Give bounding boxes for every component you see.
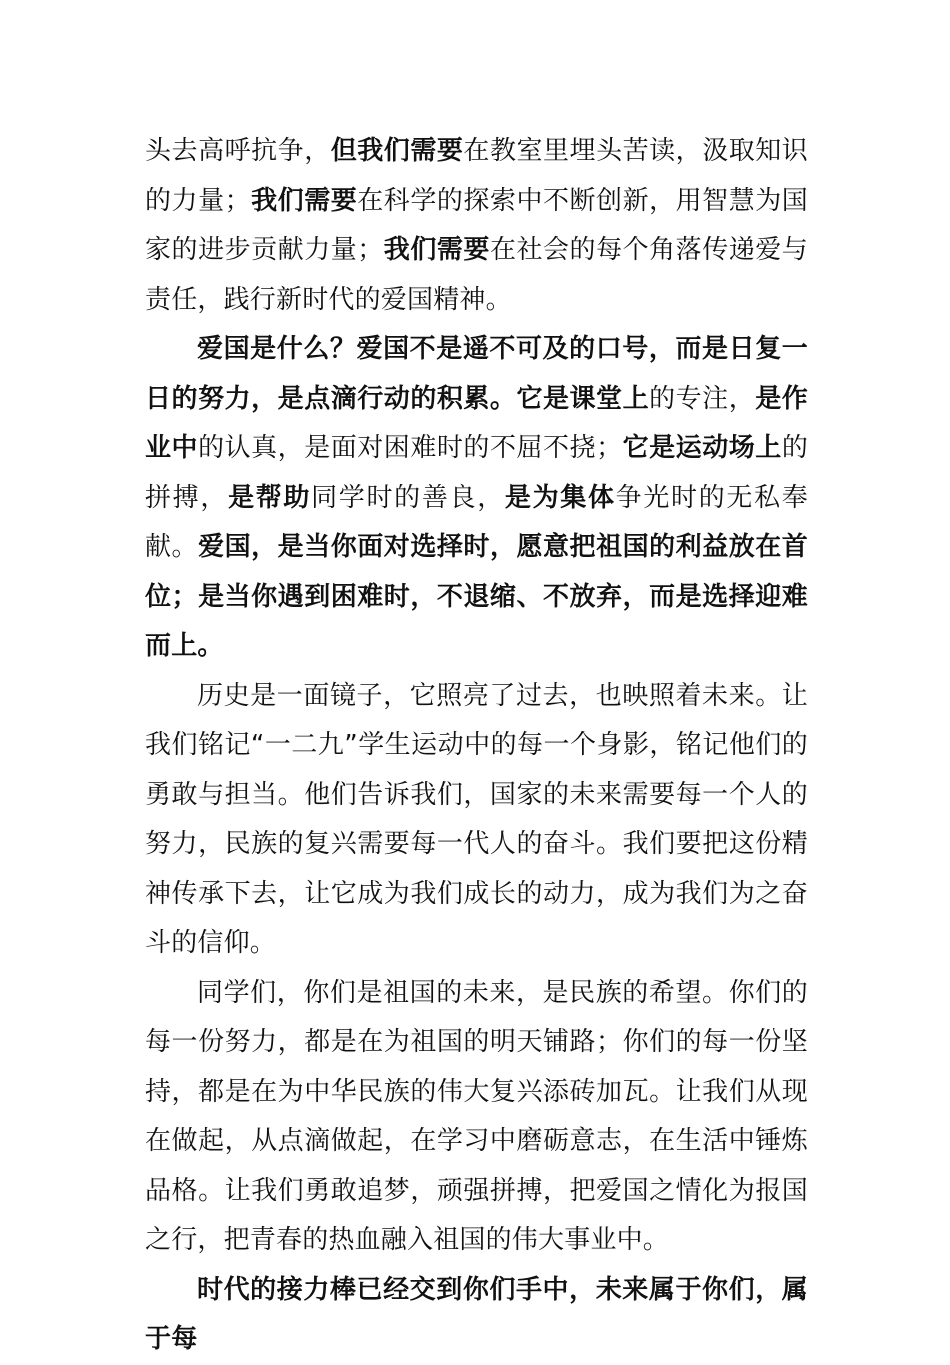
text-run: 争光时的无私奉献。 (145, 482, 808, 562)
text-run: 历史是一面镜子，它照亮了过去，也映照着未来。让我们铭记“一二九”学生运动中的每一个身影，铭记他们的勇敢与担当。他们告诉我们，国家的未来需要每一个人的努力，民族的复兴需要每一代人的奋斗。我们要把这份精神传承下去，让它成为我们成长的动力，成为我们为之奋斗的信仰。 (145, 680, 808, 958)
bold-text-run: 是为集体 (504, 482, 616, 513)
text-run: 在科学的探索中不断创新，用智慧为国家的进步贡献力量； (145, 185, 808, 265)
bold-text-run: 但我们需要 (330, 136, 464, 166)
bold-text-run: 是作业中 (145, 383, 808, 463)
paragraph-3 (145, 672, 808, 969)
paragraph-5 (145, 1266, 808, 1365)
text-run: 头去高呼抗争， (145, 136, 331, 166)
bold-text-run: 爱国，是当你面对选择时，愿意把祖国的利益放在首位；是当你遇到困难时，不退缩、不放弃，而是选择迎难而上。 (145, 532, 808, 661)
text-run: 同学们，你们是祖国的未来，是民族的希望。你们的每一份努力，都是在为祖国的明天铺路；你们的每一份坚持，都是在为中华民族的伟大复兴添砖加瓦。让我们从现在做起，从点滴做起，在学习中磨砺意志，在生活中锤炼品格。让我们勇敢追梦，顽强拼搏，把爱国之情化为报国之行，把青春的热血融入祖国的伟大事业中。 (145, 977, 808, 1255)
bold-text-run: 我们需要 (383, 235, 490, 265)
text-run: 的专注， (649, 383, 756, 414)
paragraph-2 (145, 325, 808, 672)
text-run: 的认真，是面对困难时的不屈不挠； (198, 433, 623, 463)
bold-text-run: 我们需要 (250, 185, 358, 216)
text-run: 的拼搏， (145, 433, 809, 513)
paragraph-1 (145, 127, 808, 325)
bold-text-run: 时代的接力棒已经交到你们手中，未来属于你们，属于每 (145, 1274, 808, 1354)
text-run: 同学时的善良， (311, 482, 505, 513)
paragraph-4 (145, 969, 808, 1266)
text-run: 在教室里埋头苦读，汲取知识的力量； (145, 136, 808, 216)
body-text (145, 127, 808, 1365)
text-run: 在社会的每个角落传递爱与责任，践行新时代的爱国精神。 (145, 235, 808, 315)
bold-text-run: 是帮助 (228, 482, 312, 513)
bold-text-run: 爱国是什么？爱国不是遥不可及的口号，而是日复一日的努力，是点滴行动的积累。它是课堂上 (145, 334, 808, 414)
bold-text-run: 它是运动场上 (622, 433, 782, 463)
